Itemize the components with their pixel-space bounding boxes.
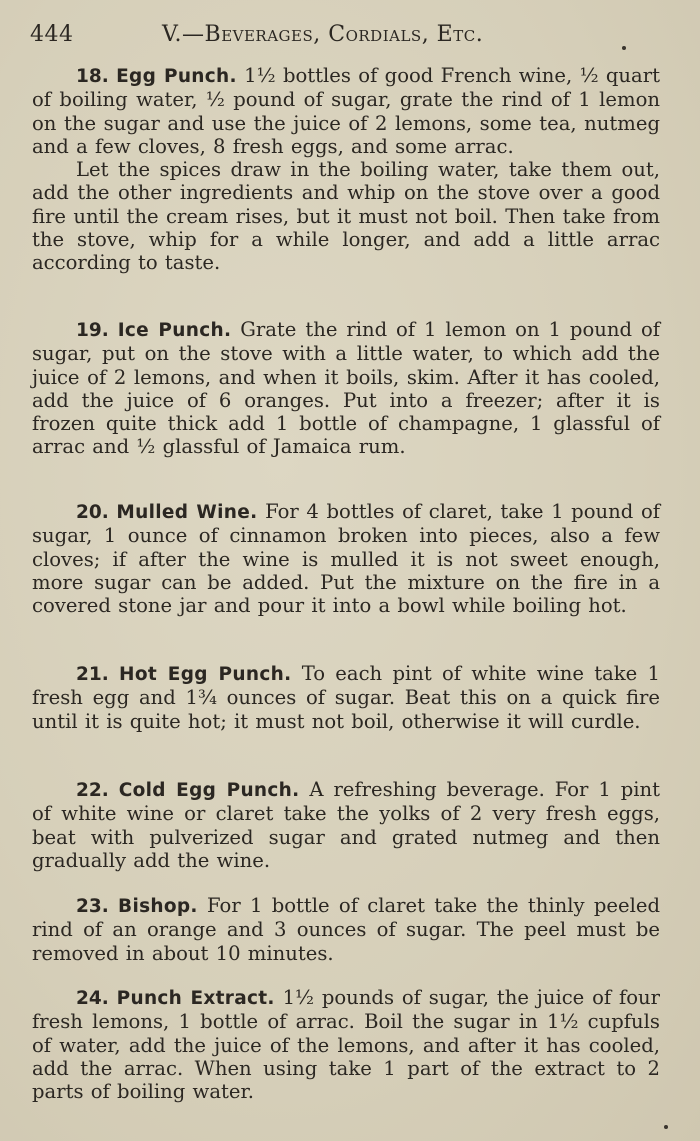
recipe-number: 23. (76, 896, 109, 917)
recipe-19 (32, 318, 660, 459)
recipe-text: To each pint of white wine take 1 fresh egg and 1¾ ounces of sugar. Beat this on a quick fire until it is quite hot; it must not boil, otherwise it will curdle. (32, 662, 660, 733)
recipe-number: 19. (76, 320, 109, 341)
recipe-text: 1½ pounds of sugar, the juice of four fresh lemons, 1 bottle of arrac. Boil the sugar in 1½ cupfuls of water, add the juice of the lemons, and after it has cooled, add the arrac. When using take 1 part of the extract to 2 parts of boiling water. (32, 986, 660, 1104)
recipe-number: 22. (76, 780, 109, 801)
recipe-20 (32, 500, 660, 617)
page-header (30, 22, 670, 52)
print-speck (622, 46, 626, 50)
recipe-title: Cold Egg Punch. (118, 780, 300, 801)
recipe-24 (32, 986, 660, 1103)
recipe-number: 24. (76, 988, 109, 1009)
recipe-title: Punch Extract. (116, 988, 275, 1009)
recipe-number: 18. (76, 66, 109, 87)
recipe-text: For 4 bottles of claret, take 1 pound of sugar, 1 ounce of cinnamon broken into pieces, also a few cloves; if after the wine is mulled it is not sweet enough, more sugar can be added. Put the mixture on the fire in a covered stone jar and pour it into a bowl while boiling hot. (32, 500, 660, 618)
print-speck (664, 1125, 668, 1129)
recipe-title: Hot Egg Punch. (119, 664, 292, 685)
recipe-title: Egg Punch. (116, 66, 237, 87)
recipe-22 (32, 778, 660, 872)
recipe-18 (32, 64, 660, 275)
recipe-title: Bishop. (118, 896, 198, 917)
recipe-text: 1½ bottles of good French wine, ½ quart of boiling water, ½ pound of sugar, grate the rind of 1 lemon on the sugar and use the juice of 2 lemons, some tea, nutmeg and a few cloves, 8 fresh eggs, and some arrac. (32, 64, 660, 158)
recipe-number: 21. (76, 664, 109, 685)
recipe-number: 20. (76, 502, 109, 523)
recipe-21 (32, 662, 660, 733)
page-number: 444 (30, 22, 74, 47)
recipe-text: For 1 bottle of claret take the thinly peeled rind of an orange and 3 ounces of sugar. The peel must be removed in about 10 minutes. (32, 894, 660, 965)
recipe-title: Ice Punch. (117, 320, 232, 341)
recipe-text: Grate the rind of 1 lemon on 1 pound of sugar, put on the stove with a little water, to which add the juice of 2 lemons, and when it boils, skim. After it has cooled, add the juice of 6 oranges. Put into a freezer; after it is frozen quite thick add 1 bottle of champagne, 1 glassful of arrac and ½ glassful of Jamaica rum. (32, 318, 660, 459)
recipe-text: A refreshing beverage. For 1 pint of white wine or claret take the yolks of 2 very fresh eggs, beat with pulverized sugar and grated nutmeg and then gradually add the wine. (32, 778, 660, 872)
recipe-continuation: Let the spices draw in the boiling water, take them out, add the other ingredients and whip on the stove over a good fire until the cream rises, but it must not boil. Then take from the stove, whip for a while longer, and add a little arrac according to taste. (32, 158, 660, 275)
recipe-23 (32, 894, 660, 965)
recipe-title: Mulled Wine. (116, 502, 258, 523)
running-head: V.—Beverages, Cordials, Etc. (162, 22, 484, 47)
